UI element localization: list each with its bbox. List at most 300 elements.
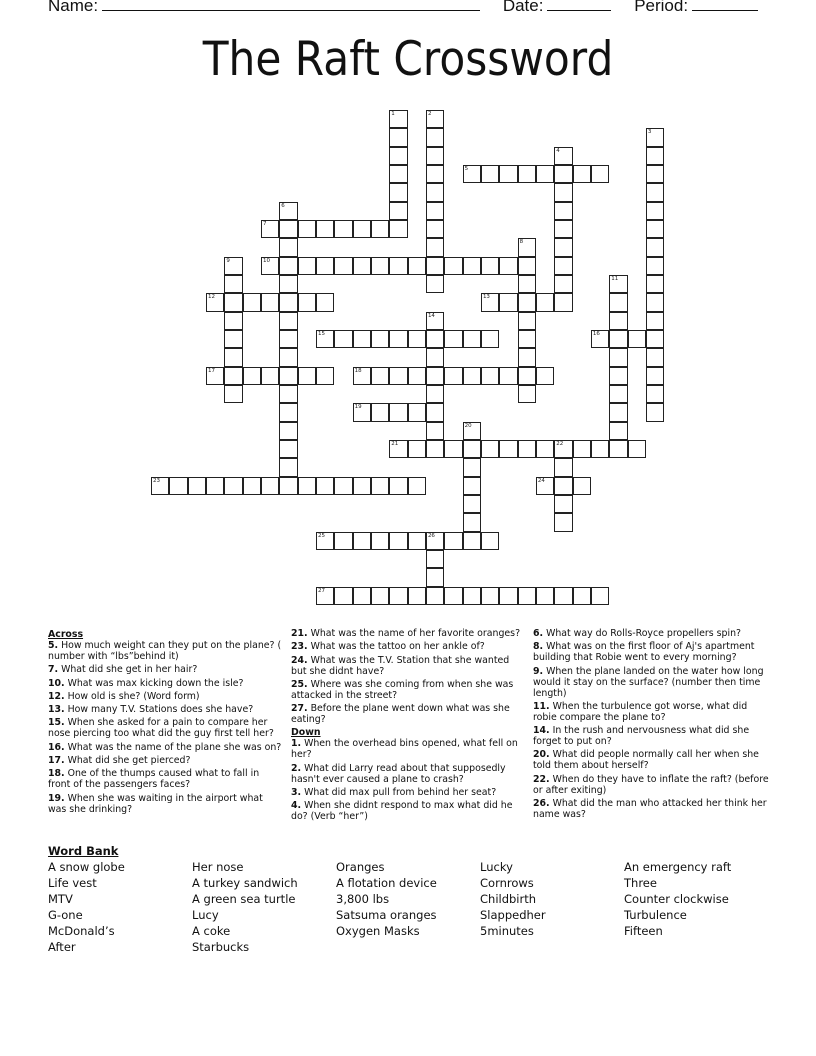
grid-cell[interactable] [444,257,462,275]
grid-cell[interactable] [298,220,316,238]
grid-cell[interactable] [591,330,609,348]
grid-cell[interactable] [371,257,389,275]
grid-cell[interactable] [426,403,444,421]
grid-cell[interactable] [316,532,334,550]
clue-number: 18 [354,367,362,374]
grid-cell[interactable] [426,348,444,366]
grid-cell[interactable] [646,183,664,201]
grid-cell[interactable] [261,257,279,275]
grid-cell[interactable] [279,348,297,366]
grid-cell[interactable] [609,403,627,421]
grid-cell[interactable] [279,220,297,238]
grid-cell[interactable] [353,477,371,495]
grid-cell[interactable] [408,587,426,605]
clue-number-label: 26. [533,798,550,810]
word-bank-entry: A snow globe [48,860,125,874]
grid-cell[interactable] [628,330,646,348]
grid-cell[interactable] [518,385,536,403]
grid-cell[interactable] [499,587,517,605]
grid-cell[interactable] [353,330,371,348]
word-bank-entry: Starbucks [192,940,250,954]
clue-number: 10 [262,257,270,264]
down-clue-list [291,738,526,822]
grid-cell[interactable] [426,422,444,440]
grid-cell[interactable] [573,440,591,458]
clue-text: What was the name of the plane she was on? [64,741,282,753]
grid-cell[interactable] [518,257,536,275]
grid-cell[interactable] [646,257,664,275]
grid-cell[interactable] [518,312,536,330]
grid-cell[interactable] [279,385,297,403]
word-bank-entry: Fifteen [624,924,663,938]
grid-cell[interactable] [646,147,664,165]
grid-cell[interactable] [444,587,462,605]
grid-cell[interactable] [316,477,334,495]
clue-number: 12 [207,294,215,301]
clue-number-label: 15. [48,717,65,729]
grid-cell[interactable] [426,367,444,385]
grid-cell[interactable] [334,587,352,605]
grid-cell[interactable] [316,367,334,385]
grid-cell[interactable] [389,330,407,348]
grid-cell[interactable] [554,513,572,531]
grid-cell[interactable] [206,293,224,311]
grid-cell[interactable] [499,293,517,311]
clue-text: Where was she coming from when she was attacked in the street? [291,678,514,701]
grid-cell[interactable] [426,532,444,550]
grid-cell[interactable] [389,220,407,238]
clue-item [533,774,771,796]
grid-cell[interactable] [518,367,536,385]
grid-cell[interactable] [389,477,407,495]
grid-cell[interactable] [426,440,444,458]
grid-cell[interactable] [444,330,462,348]
grid-cell[interactable] [353,532,371,550]
grid-cell[interactable] [426,110,444,128]
grid-cell[interactable] [316,257,334,275]
grid-cell[interactable] [316,587,334,605]
grid-cell[interactable] [353,367,371,385]
grid-cell[interactable] [591,165,609,183]
grid-cell[interactable] [316,293,334,311]
grid-cell[interactable] [389,587,407,605]
clue-number-label: 11. [533,700,550,712]
grid-cell[interactable] [426,550,444,568]
page-title: The Raft Crossword [202,32,614,87]
grid-cell[interactable] [426,147,444,165]
grid-cell[interactable] [646,312,664,330]
grid-cell[interactable] [554,147,572,165]
grid-cell[interactable] [243,367,261,385]
clue-item [291,641,526,652]
grid-cell[interactable] [554,293,572,311]
grid-cell[interactable] [279,422,297,440]
grid-cell[interactable] [316,330,334,348]
grid-cell[interactable] [481,587,499,605]
grid-cell[interactable] [279,257,297,275]
grid-cell[interactable] [426,385,444,403]
word-bank-entry: Lucy [192,908,219,922]
grid-cell[interactable] [371,220,389,238]
grid-cell[interactable] [279,202,297,220]
grid-cell[interactable] [646,202,664,220]
grid-cell[interactable] [536,293,554,311]
grid-cell[interactable] [151,477,169,495]
clue-item [48,717,284,739]
grid-cell[interactable] [371,367,389,385]
grid-cell[interactable] [279,330,297,348]
grid-cell[interactable] [646,385,664,403]
grid-cell[interactable] [389,110,407,128]
grid-cell[interactable] [499,440,517,458]
clue-text: What way do Rolls-Royce propellers spin? [543,628,741,639]
across-heading: Across [48,629,84,640]
clue-text: How much weight can they put on the plane? ( number with “lbs”behind it) [48,640,282,662]
grid-cell[interactable] [426,220,444,238]
grid-cell[interactable] [206,367,224,385]
grid-cell[interactable] [298,367,316,385]
clue-item [291,628,526,639]
grid-cell[interactable] [646,238,664,256]
clue-item [291,679,526,701]
word-bank-entry: Oranges [336,860,385,874]
clues-column-3 [533,628,771,822]
grid-cell[interactable] [554,202,572,220]
grid-cell[interactable] [334,477,352,495]
grid-cell[interactable] [536,587,554,605]
grid-cell[interactable] [554,495,572,513]
grid-cell[interactable] [609,367,627,385]
grid-cell[interactable] [518,348,536,366]
grid-cell[interactable] [444,440,462,458]
grid-cell[interactable] [554,238,572,256]
clue-text: What was on the first floor of Aj's apartment building that Robie went to every morning? [533,641,755,664]
grid-cell[interactable] [426,238,444,256]
clue-number-label: 8. [533,641,544,653]
grid-cell[interactable] [554,257,572,275]
grid-cell[interactable] [408,330,426,348]
grid-cell[interactable] [426,183,444,201]
grid-cell[interactable] [353,257,371,275]
grid-cell[interactable] [426,165,444,183]
grid-cell[interactable] [371,587,389,605]
word-bank-heading: Word Bank [48,844,119,858]
grid-cell[interactable] [224,312,242,330]
grid-cell[interactable] [371,330,389,348]
grid-cell[interactable] [518,165,536,183]
clue-item [533,701,771,723]
grid-cell[interactable] [499,257,517,275]
grid-cell[interactable] [389,403,407,421]
grid-cell[interactable] [371,532,389,550]
grid-cell[interactable] [463,458,481,476]
clue-text: When she asked for a pain to compare her nose piercing too what did the guy first tell her? [48,717,274,740]
grid-cell[interactable] [353,220,371,238]
grid-cell[interactable] [224,367,242,385]
clue-number-label: 12. [48,690,65,702]
grid-cell[interactable] [279,458,297,476]
grid-cell[interactable] [609,385,627,403]
grid-cell[interactable] [353,403,371,421]
period-label: Period: [634,0,689,15]
word-bank-entry: Turbulence [624,908,687,922]
grid-cell[interactable] [463,367,481,385]
grid-cell[interactable] [518,238,536,256]
grid-cell[interactable] [188,477,206,495]
grid-cell[interactable] [554,477,572,495]
clue-text: When the turbulence got worse, what did robie compare the plane to? [533,700,748,723]
grid-cell[interactable] [389,183,407,201]
grid-cell[interactable] [591,587,609,605]
grid-cell[interactable] [518,275,536,293]
grid-cell[interactable] [609,440,627,458]
grid-cell[interactable] [261,293,279,311]
grid-cell[interactable] [646,220,664,238]
grid-cell[interactable] [444,532,462,550]
grid-cell[interactable] [518,440,536,458]
grid-cell[interactable] [609,330,627,348]
grid-cell[interactable] [481,532,499,550]
grid-cell[interactable] [224,293,242,311]
grid-cell[interactable] [408,440,426,458]
grid-cell[interactable] [243,477,261,495]
grid-cell[interactable] [554,440,572,458]
grid-cell[interactable] [628,440,646,458]
grid-cell[interactable] [463,477,481,495]
clue-item [533,749,771,771]
grid-cell[interactable] [499,165,517,183]
clue-number: 25 [317,532,325,539]
clue-item [533,641,771,663]
clue-text: What did max pull from behind her seat? [301,787,497,799]
word-bank-entry: McDonald’s [48,924,115,938]
grid-cell[interactable] [463,422,481,440]
word-bank [48,843,732,954]
grid-cell[interactable] [224,330,242,348]
grid-cell[interactable] [646,348,664,366]
grid-cell[interactable] [389,440,407,458]
grid-cell[interactable] [224,275,242,293]
clue-item [291,655,526,677]
grid-cell[interactable] [224,348,242,366]
grid-cell[interactable] [224,477,242,495]
clue-text: What did people normally call her when she told them about herself? [533,749,759,772]
grid-cell[interactable] [389,165,407,183]
grid-cell[interactable] [518,293,536,311]
grid-cell[interactable] [573,587,591,605]
grid-cell[interactable] [426,202,444,220]
grid-cell[interactable] [463,513,481,531]
grid-cell[interactable] [279,477,297,495]
clue-number: 11 [611,275,619,282]
grid-cell[interactable] [463,440,481,458]
grid-cell[interactable] [481,293,499,311]
clue-number: 20 [464,422,472,429]
grid-cell[interactable] [646,367,664,385]
grid-cell[interactable] [426,330,444,348]
clue-text: What was the name of her favorite oranges? [307,628,521,639]
grid-cell[interactable] [389,532,407,550]
clue-number: 16 [592,330,600,337]
grid-cell[interactable] [481,257,499,275]
grid-cell[interactable] [389,367,407,385]
grid-cell[interactable] [573,477,591,495]
grid-cell[interactable] [334,330,352,348]
grid-cell[interactable] [536,165,554,183]
clue-number: 1 [391,111,395,117]
clue-number: 6 [281,202,285,209]
grid-cell[interactable] [279,312,297,330]
grid-cell[interactable] [408,477,426,495]
grid-cell[interactable] [444,367,462,385]
word-bank-entry: After [48,940,76,954]
grid-cell[interactable] [554,183,572,201]
grid-cell[interactable] [261,477,279,495]
clue-number: 8 [519,239,524,246]
word-bank-entry: G-one [48,908,83,922]
grid-cell[interactable] [481,367,499,385]
clue-item [291,703,526,725]
grid-cell[interactable] [298,257,316,275]
grid-cell[interactable] [298,293,316,311]
grid-cell[interactable] [481,330,499,348]
down-clue-list-continued [533,628,771,820]
grid-cell[interactable] [646,275,664,293]
word-bank-entry: A turkey sandwich [192,876,298,890]
grid-cell[interactable] [279,367,297,385]
grid-cell[interactable] [499,367,517,385]
grid-cell[interactable] [609,422,627,440]
grid-cell[interactable] [646,293,664,311]
grid-cell[interactable] [279,275,297,293]
grid-cell[interactable] [609,312,627,330]
clue-number: 9 [226,257,230,264]
grid-cell[interactable] [463,495,481,513]
grid-cell[interactable] [353,587,371,605]
grid-cell[interactable] [389,257,407,275]
grid-cell[interactable] [518,330,536,348]
grid-cell[interactable] [426,257,444,275]
grid-cell[interactable] [481,440,499,458]
grid-cell[interactable] [518,587,536,605]
grid-cell[interactable] [426,568,444,586]
word-bank-column [624,859,731,939]
grid-cell[interactable] [224,385,242,403]
grid-cell[interactable] [279,293,297,311]
grid-cell[interactable] [206,477,224,495]
clue-item [48,640,284,662]
grid-cell[interactable] [169,477,187,495]
clue-number: 22 [556,440,564,447]
clue-text: What did she get pierced? [64,755,191,767]
clue-number: 21 [391,440,399,447]
clue-item [48,664,284,675]
grid-cell[interactable] [463,330,481,348]
grid-cell[interactable] [408,532,426,550]
grid-cell[interactable] [334,220,352,238]
grid-cell[interactable] [554,587,572,605]
grid-cell[interactable] [334,257,352,275]
clue-number: 4 [556,147,560,154]
grid-cell[interactable] [408,367,426,385]
grid-cell[interactable] [426,128,444,146]
clue-number-label: 14. [533,725,550,737]
grid-cell[interactable] [426,312,444,330]
grid-cell[interactable] [554,220,572,238]
grid-cell[interactable] [554,275,572,293]
grid-cell[interactable] [426,275,444,293]
grid-cell[interactable] [646,128,664,146]
grid-cell[interactable] [334,532,352,550]
grid-cell[interactable] [298,477,316,495]
grid-cell[interactable] [463,532,481,550]
clue-text: When she didnt respond to max what did he do? (Verb “her”) [291,800,513,823]
clue-item [533,798,771,820]
grid-cell[interactable] [279,403,297,421]
clue-number-label: 23. [291,641,308,653]
grid-cell[interactable] [371,477,389,495]
clue-text: What did the man who attacked her think her name was? [533,798,767,821]
grid-cell[interactable] [463,257,481,275]
grid-cell[interactable] [389,202,407,220]
clue-number-label: 7. [48,664,59,676]
clue-item [533,725,771,747]
grid-cell[interactable] [279,440,297,458]
clue-number: 7 [262,220,267,227]
clue-item [533,666,771,699]
grid-cell[interactable] [463,587,481,605]
grid-cell[interactable] [463,165,481,183]
clue-number-label: 18. [48,768,65,780]
grid-cell[interactable] [554,458,572,476]
clue-number: 13 [482,294,490,301]
grid-cell[interactable] [573,165,591,183]
clue-number: 3 [647,129,652,136]
grid-cell[interactable] [536,440,554,458]
grid-cell[interactable] [646,403,664,421]
grid-cell[interactable] [243,293,261,311]
word-bank-entry: Satsuma oranges [336,908,437,922]
grid-cell[interactable] [646,330,664,348]
grid-cell[interactable] [591,440,609,458]
clue-number: 5 [464,165,469,172]
grid-cell[interactable] [408,257,426,275]
clue-number: 26 [427,532,435,539]
grid-cell[interactable] [481,165,499,183]
grid-cell[interactable] [536,367,554,385]
grid-cell[interactable] [389,147,407,165]
clue-item [48,704,284,715]
grid-cell[interactable] [609,293,627,311]
clue-text: Before the plane went down what was she eating? [291,703,510,726]
grid-cell[interactable] [408,403,426,421]
grid-cell[interactable] [316,220,334,238]
grid-cell[interactable] [261,220,279,238]
grid-cell[interactable] [536,477,554,495]
grid-cell[interactable] [224,257,242,275]
grid-cell[interactable] [609,275,627,293]
grid-cell[interactable] [279,238,297,256]
grid-cell[interactable] [609,348,627,366]
grid-cell[interactable] [261,367,279,385]
grid-cell[interactable] [554,165,572,183]
grid-cell[interactable] [426,587,444,605]
grid-cell[interactable] [646,165,664,183]
grid-cell[interactable] [371,403,389,421]
grid-cell[interactable] [389,128,407,146]
clue-number-label: 5. [48,640,59,651]
word-bank-column [480,859,546,939]
